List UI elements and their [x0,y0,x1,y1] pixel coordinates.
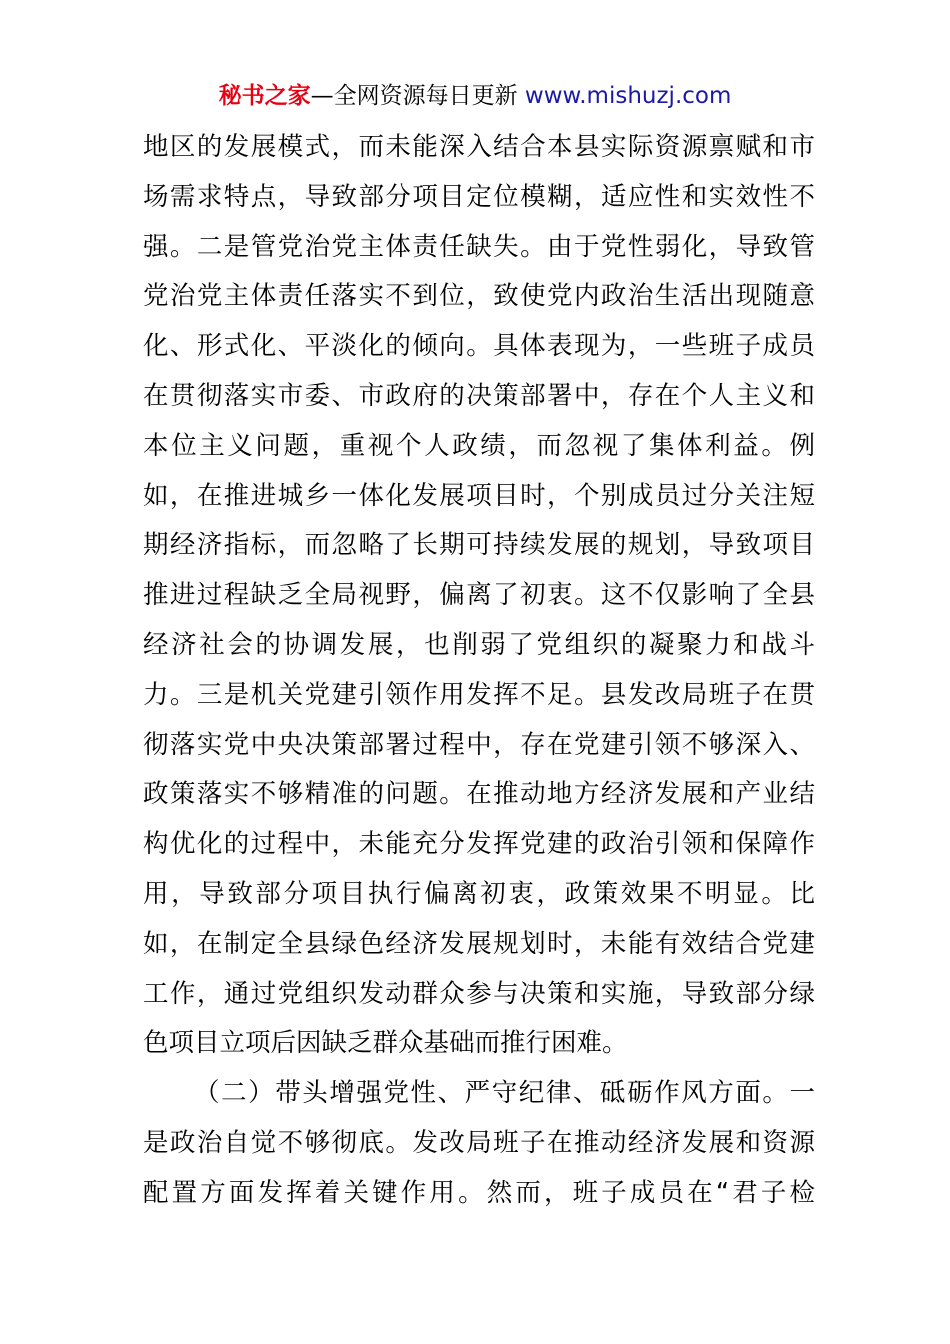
text-line: 配置方面发挥着关键作用。然而，班子成员在“君子检 [143,1177,815,1208]
text-line: 在贯彻落实市委、市政府的决策部署中，存在个人主义和 [143,380,815,411]
text-line: 化、形式化、平淡化的倾向。具体表现为，一些班子成员 [143,331,815,362]
text-line: 党治党主体责任落实不到位，致使党内政治生活出现随意 [143,281,815,312]
text-line: 工作，通过党组织发动群众参与决策和实施，导致部分绿 [143,978,815,1009]
text-line: 政策落实不够精准的问题。在推动地方经济发展和产业结 [143,779,815,810]
text-line: 强。二是管党治党主体责任缺失。由于党性弱化，导致管 [143,231,815,262]
text-line: 彻落实党中央决策部署过程中，存在党建引领不够深入、 [143,729,815,760]
section-heading-line: （二）带头增强党性、严守纪律、砥砺作风方面。一 [194,1078,815,1109]
text-line: 期经济指标，而忽略了长期可持续发展的规划，导致项目 [143,530,815,561]
document-body [143,123,815,1219]
text-line: 本位主义问题，重视个人政绩，而忽视了集体利益。例 [143,430,815,461]
text-line: 力。三是机关党建引领作用发挥不足。县发改局班子在贯 [143,679,815,710]
text-line: 用，导致部分项目执行偏离初衷，政策效果不明显。比 [143,878,815,909]
text-line: 场需求特点，导致部分项目定位模糊，适应性和实效性不 [143,181,815,212]
text-line: 经济社会的协调发展，也削弱了党组织的凝聚力和战斗 [143,629,815,660]
text-line: 推进过程缺乏全局视野，偏离了初衷。这不仅影响了全县 [143,580,815,611]
site-url-link[interactable]: www.mishuzj.com [524,83,732,109]
site-brand: 秘书之家 [218,83,311,109]
text-line: 是政治自觉不够彻底。发改局班子在推动经济发展和资源 [143,1127,815,1158]
text-line: 如，在制定全县绿色经济发展规划时，未能有效结合党建 [143,928,815,959]
text-line: 地区的发展模式，而未能深入结合本县实际资源禀赋和市 [143,132,815,162]
text-line: 如，在推进城乡一体化发展项目时，个别成员过分关注短 [143,480,815,511]
text-line: 构优化的过程中，未能充分发挥党建的政治引领和保障作 [143,829,815,860]
paragraph-end-line: 色项目立项后因缺乏群众基础而推行困难。 [143,1028,628,1059]
site-tagline: —全网资源每日更新 [310,83,525,109]
page-header [0,80,950,112]
